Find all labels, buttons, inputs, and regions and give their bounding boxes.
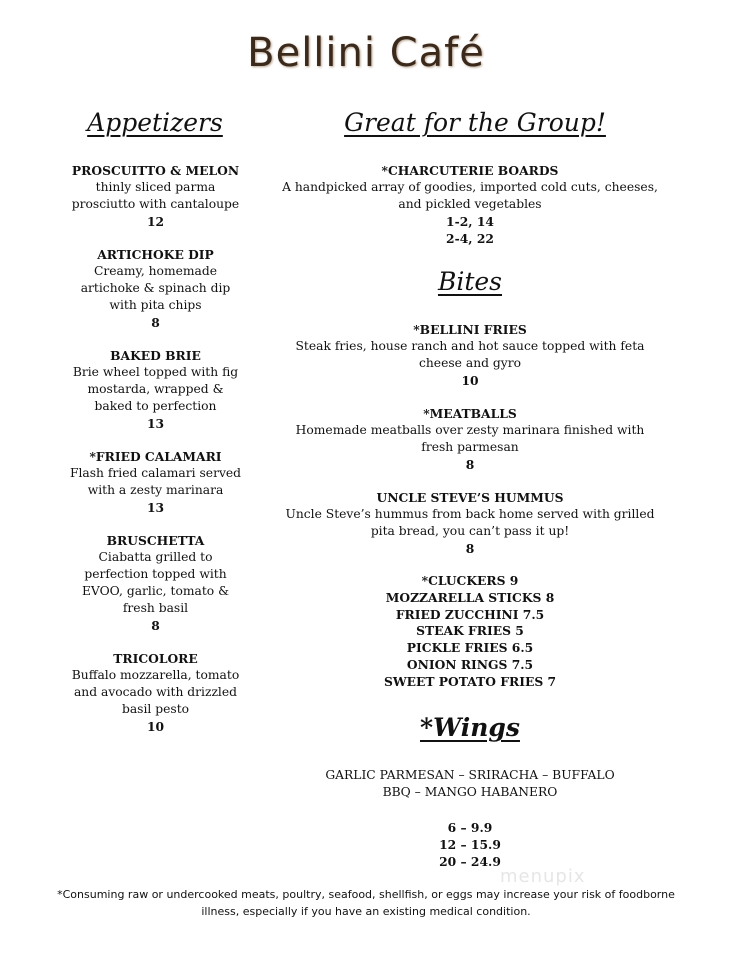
item-price: 2-4, 22 — [446, 231, 494, 246]
item-description: Brie wheel topped with fig mostarda, wrapped & baked to perfection — [72, 365, 239, 413]
group-section — [280, 162, 660, 247]
item-name: *MEATBALLS — [423, 406, 517, 421]
simple-item: SWEET POTATO FRIES 7 — [383, 673, 557, 689]
item-name: PROSCUITTO & MELON — [71, 163, 240, 178]
simple-item: MOZZARELLA STICKS 8 — [385, 589, 555, 605]
wings-price: 20 – 24.9 — [439, 854, 501, 869]
item-name: TRICOLORE — [113, 651, 198, 666]
item-price: 10 — [461, 373, 479, 388]
item-name: ARTICHOKE DIP — [97, 247, 214, 262]
appetizers-heading: Appetizers — [87, 108, 223, 137]
bites-column — [280, 321, 660, 691]
item-description: Creamy, homemade artichoke & spinach dip with pita chips — [80, 264, 231, 312]
item-description: Ciabatta grilled to perfection topped with EVOO, garlic, tomato & fresh basil — [81, 550, 230, 615]
item-name: *BELLINI FRIES — [413, 322, 527, 337]
simple-item: FRIED ZUCCHINI 7.5 — [395, 606, 545, 622]
simple-item: PICKLE FRIES 6.5 — [406, 640, 534, 656]
item-description: Buffalo mozzarella, tomato and avocado with drizzled basil pesto — [71, 668, 240, 716]
restaurant-title: Bellini Café — [247, 30, 485, 76]
food-safety-disclaimer: *Consuming raw or undercooked meats, poultry, seafood, shellfish, or eggs may increase your risk of foodborne illness, especially if you have an existing medical condition. — [57, 888, 675, 918]
wings-heading: *Wings — [420, 713, 520, 742]
simple-item: *CLUCKERS 9 — [421, 573, 519, 588]
item-description: Flash fried calamari served with a zesty marinara — [69, 466, 242, 497]
item-name: *FRIED CALAMARI — [89, 449, 222, 464]
bites-item — [280, 489, 660, 557]
item-name: *CHARCUTERIE BOARDS — [381, 163, 559, 178]
item-name: BAKED BRIE — [110, 348, 201, 363]
wings-price: 6 – 9.9 — [447, 820, 493, 835]
bites-item — [280, 321, 660, 389]
appetizer-item — [68, 532, 243, 634]
simple-bites-list — [280, 573, 660, 691]
item-price: 8 — [465, 541, 475, 556]
bites-item — [280, 405, 660, 473]
item-description: A handpicked array of goodies, imported cold cuts, cheeses, and pickled vegetables — [282, 180, 658, 211]
item-price: 8 — [151, 315, 160, 330]
appetizers-column — [68, 162, 243, 751]
item-price: 10 — [146, 719, 165, 734]
item-description: Uncle Steve’s hummus from back home served with grilled pita bread, you can’t pass it up! — [285, 507, 655, 538]
wings-section — [280, 767, 660, 870]
wings-flavors: GARLIC PARMESAN – SRIRACHA – BUFFALO — [325, 768, 615, 782]
item-name: BRUSCHETTA — [106, 533, 205, 548]
wings-price: 12 – 15.9 — [439, 837, 501, 852]
item-price: 8 — [151, 618, 160, 633]
appetizer-item — [68, 347, 243, 432]
appetizer-item — [68, 246, 243, 331]
item-price: 13 — [146, 416, 165, 431]
item-description: thinly sliced parma prosciutto with cantaloupe — [71, 180, 240, 211]
item-name: UNCLE STEVE’S HUMMUS — [376, 490, 564, 505]
appetizer-item — [68, 650, 243, 735]
item-price: 1-2, 14 — [446, 214, 494, 229]
appetizer-item — [68, 162, 243, 230]
menupix-watermark: menupix — [500, 866, 586, 887]
bites-heading: Bites — [437, 267, 503, 296]
item-price: 8 — [465, 457, 475, 472]
item-description: Homemade meatballs over zesty marinara finished with fresh parmesan — [295, 423, 645, 454]
wings-flavors: BBQ – MANGO HABANERO — [382, 785, 558, 799]
item-description: Steak fries, house ranch and hot sauce topped with feta cheese and gyro — [295, 339, 645, 370]
simple-item: ONION RINGS 7.5 — [406, 656, 534, 672]
group-heading: Great for the Group! — [344, 108, 606, 137]
item-price: 13 — [146, 500, 165, 515]
appetizer-item — [68, 448, 243, 516]
item-price: 12 — [146, 214, 165, 229]
simple-item: STEAK FRIES 5 — [416, 623, 524, 639]
